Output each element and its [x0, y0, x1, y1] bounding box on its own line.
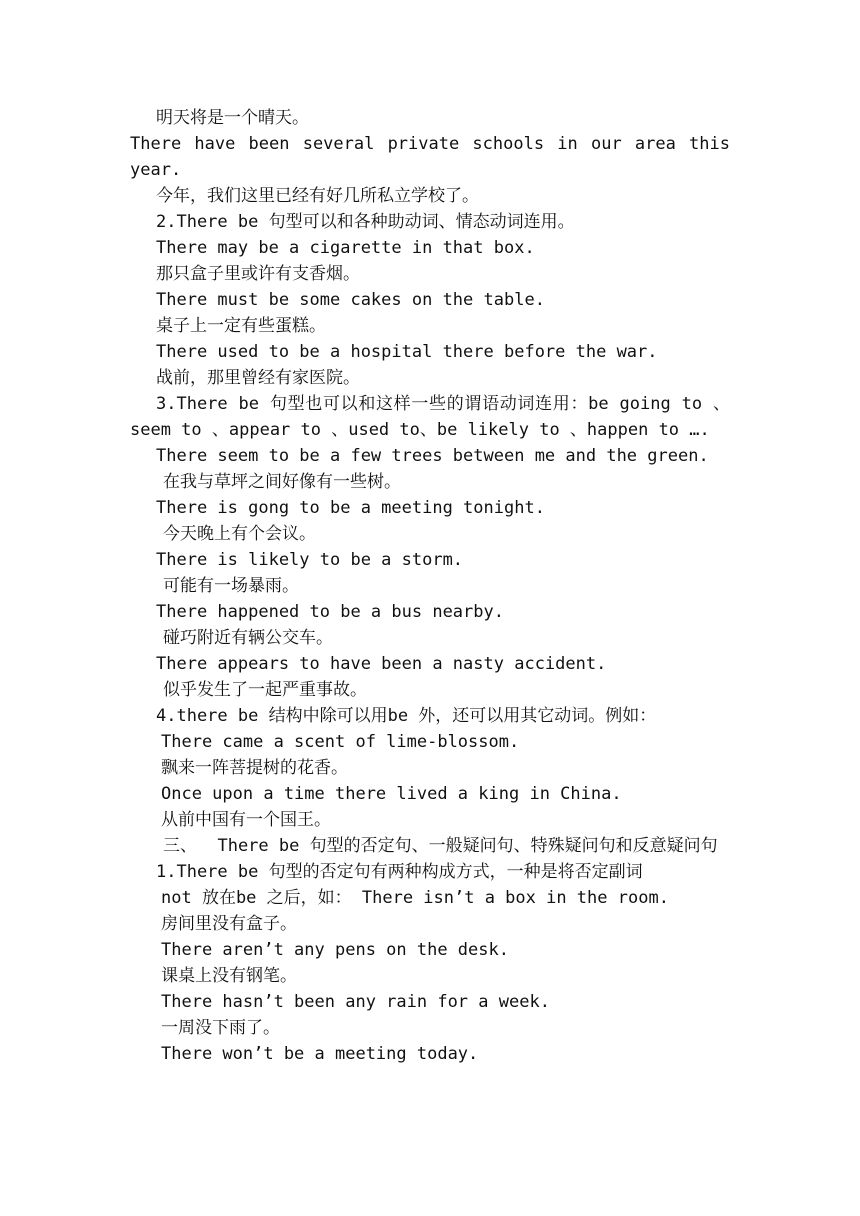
text-line: There seem to be a few trees between me and the green. [156, 446, 709, 466]
text-line: 课桌上没有钢笔。 [161, 966, 297, 986]
text-line: Once upon a time there lived a king in China. [161, 784, 622, 804]
text-line: 战前，那里曾经有家医院。 [156, 368, 360, 388]
text-line: 桌子上一定有些蛋糕。 [156, 316, 326, 336]
document-body [130, 105, 741, 1067]
text-line: There is gong to be a meeting tonight. [156, 498, 545, 518]
text-line: There happened to be a bus nearby. [156, 602, 504, 622]
text-line: not 放在be 之后，如： There isn’t a box in the room. [161, 888, 669, 908]
text-line: 今年，我们这里已经有好几所私立学校了。 [156, 186, 479, 206]
text-line: 一周没下雨了。 [161, 1018, 280, 1038]
text-line: 在我与草坪之间好像有一些树。 [163, 472, 401, 492]
text-line: There appears to have been a nasty accident. [156, 654, 607, 674]
text-line: There came a scent of lime-blossom. [161, 732, 520, 752]
text-line: There used to be a hospital there before the war. [156, 342, 658, 362]
section-heading: 三、 There be 句型的否定句、一般疑问句、特殊疑问句和反意疑问句 [163, 836, 718, 856]
text-line: There aren’t any pens on the desk. [161, 940, 509, 960]
text-line: There is likely to be a storm. [156, 550, 464, 570]
text-line: There may be a cigarette in that box. [156, 238, 535, 258]
text-line: 1.There be 句型的否定句有两种构成方式，一种是将否定副词 [156, 862, 643, 882]
text-line: 那只盒子里或许有支香烟。 [156, 264, 360, 284]
text-line: 可能有一场暴雨。 [163, 576, 299, 596]
text-line: There must be some cakes on the table. [156, 290, 545, 310]
text-line: 4.there be 结构中除可以用be 外，还可以用其它动词。例如： [156, 706, 657, 726]
text-line: There have been several private schools in our area this year. [130, 134, 741, 180]
text-line: 3.There be 句型也可以和这样一些的谓语动词连用：be going to 、seem to 、appear to 、used to、be likely to 、happen to …. [130, 394, 730, 440]
text-line: 今天晚上有个会议。 [163, 524, 316, 544]
text-line: 从前中国有一个国王。 [161, 810, 331, 830]
text-line: There hasn’t been any rain for a week. [161, 992, 550, 1012]
text-line: 明天将是一个晴天。 [156, 108, 309, 128]
text-line: 碰巧附近有辆公交车。 [163, 628, 333, 648]
text-line: 2.There be 句型可以和各种助动词、情态动词连用。 [156, 212, 575, 232]
text-line: There won’t be a meeting today. [161, 1044, 479, 1064]
text-line: 似乎发生了一起严重事故。 [163, 680, 367, 700]
text-line: 房间里没有盒子。 [161, 914, 297, 934]
text-line: 飘来一阵菩提树的花香。 [161, 758, 348, 778]
